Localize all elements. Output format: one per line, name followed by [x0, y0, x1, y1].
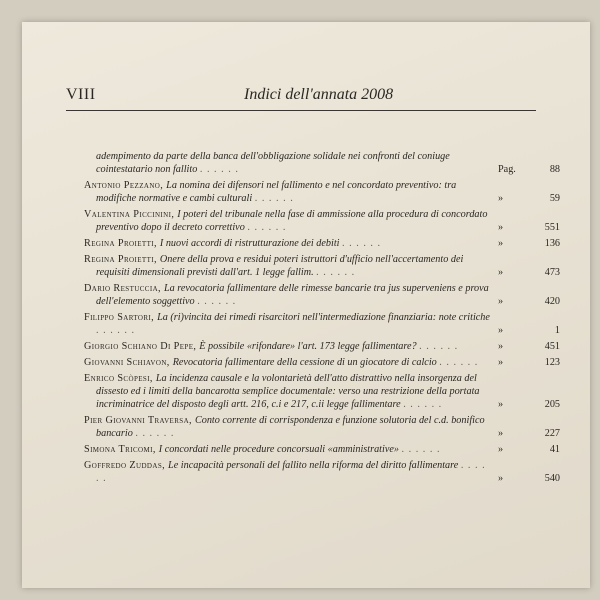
entry-page-number: 420 [544, 296, 560, 307]
entry-reference [494, 163, 560, 176]
entry-author: Valentina Piccinini, [84, 209, 178, 220]
entry-author: Enrico Scòpesi, [84, 373, 156, 384]
entry-page-number: 136 [544, 238, 560, 249]
entry-page-number: 59 [549, 193, 560, 204]
book-page [22, 22, 590, 588]
entry-page-number: 123 [544, 357, 560, 368]
entry-reference [494, 356, 560, 369]
leader-dots: . . . . . . [96, 460, 486, 484]
entry-author: Regina Proietti, [84, 254, 160, 265]
entry-title: È possibile «rifondare» l'art. 173 legge fallimentare? [199, 341, 417, 352]
leader-dots: . . . . . . [199, 164, 239, 175]
index-entry [84, 443, 560, 456]
entry-reference [494, 472, 560, 485]
entry-title: La (ri)vincita dei rimedi risarcitori nell'intermediazione finanziaria: note critiche [157, 312, 490, 323]
entry-title: La incidenza causale e la volontarietà dell'atto distrattivo nella insorgenza del dissesto ed i limiti della bancarotta semplice documentale: verso una restrizione della portata incriminatrice del disposto degli artt. 216, c.i e 217, c.ii legge fallimentare [96, 373, 480, 410]
entry-title: La nomina dei difensori nel fallimento e nel concordato preventivo: tra modifiche normative e cambi culturali [96, 180, 457, 204]
header-rule [66, 110, 536, 111]
entry-body [84, 311, 490, 337]
entry-body [84, 459, 490, 485]
entry-reference [494, 237, 560, 250]
entry-ref-label: » [498, 399, 504, 410]
leader-dots: . . . . . . [135, 428, 175, 439]
entry-author: Filippo Sartori, [84, 312, 158, 323]
running-head [66, 86, 536, 116]
entry-author: Giorgio Schiano Di Pepe, [84, 341, 200, 352]
entry-author: Simona Tricomi, [84, 444, 159, 455]
index-entries [84, 150, 560, 488]
entry-title: Conto corrente di corrispondenza e funzione solutoria del c.d. bonifico bancario [96, 415, 485, 439]
entry-body [84, 372, 490, 411]
entry-body [84, 237, 490, 250]
index-entry [84, 459, 560, 485]
entry-page-number: 551 [544, 222, 560, 233]
entry-ref-label: » [498, 193, 504, 204]
entry-ref-label: » [498, 267, 504, 278]
index-entry [84, 179, 560, 205]
entry-page-number: 88 [549, 164, 560, 175]
entry-title: I nuovi accordi di ristrutturazione dei debiti [159, 238, 340, 249]
entry-body [84, 414, 490, 440]
entry-ref-label: Pag. [498, 164, 516, 175]
leader-dots: . . . . . . [254, 193, 294, 204]
index-entry [84, 150, 560, 176]
entry-title: La revocatoria fallimentare delle rimesse bancarie tra jus superveniens e prova dell'elemento soggettivo [96, 283, 489, 307]
entry-page-number: 205 [544, 399, 560, 410]
entry-body [84, 179, 490, 205]
entry-reference [494, 221, 560, 234]
entry-title: Le incapacità personali del fallito nella riforma del diritto fallimentare [168, 460, 459, 471]
index-entry [84, 372, 560, 411]
entry-reference [494, 427, 560, 440]
entry-author: Pier Giovanni Traversa, [84, 415, 195, 426]
entry-ref-label: » [498, 325, 504, 336]
index-entry [84, 237, 560, 250]
entry-ref-label: » [498, 444, 504, 455]
entry-title: adempimento da parte della banca dell'obbligazione solidale nei confronti del coniuge cointestatario non fallito [96, 151, 450, 175]
index-entry [84, 311, 560, 337]
entry-author: Goffredo Zuddas, [84, 460, 169, 471]
entry-title: Revocatoria fallimentare della cessione di un giocatore di calcio [172, 357, 437, 368]
entry-reference [494, 324, 560, 337]
entry-ref-label: » [498, 428, 504, 439]
entry-body [84, 282, 490, 308]
entry-ref-label: » [498, 473, 504, 484]
entry-reference [494, 443, 560, 456]
index-entry [84, 356, 560, 369]
leader-dots: . . . . . . [342, 238, 382, 249]
leader-dots: . . . . . . [197, 296, 237, 307]
entry-reference [494, 266, 560, 279]
entry-body [84, 253, 490, 279]
entry-body [84, 208, 490, 234]
entry-reference [494, 295, 560, 308]
entry-page-number: 473 [544, 267, 560, 278]
index-entry [84, 253, 560, 279]
entry-author: Dario Restuccia, [84, 283, 164, 294]
leader-dots: . . . . . . [419, 341, 459, 352]
index-entry [84, 340, 560, 353]
entry-page-number: 451 [544, 341, 560, 352]
entry-reference [494, 398, 560, 411]
entry-page-number: 1 [554, 325, 560, 336]
leader-dots: . . . . . . [316, 267, 356, 278]
entry-title: Onere della prova e residui poteri istruttori d'ufficio nell'accertamento dei requisiti dimensionali previsti dall'art. 1 legge fallim. [96, 254, 464, 278]
leader-dots: . . . . . . [96, 325, 136, 336]
index-entry [84, 414, 560, 440]
entry-body [84, 340, 490, 353]
entry-body [84, 150, 490, 176]
leader-dots: . . . . . . [401, 444, 441, 455]
entry-author: Antonio Pezzano, [84, 180, 167, 191]
entry-page-number: 227 [544, 428, 560, 439]
leader-dots: . . . . . . [247, 222, 287, 233]
entry-title: I poteri del tribunale nella fase di ammissione alla procedura di concordato preventivo dopo il decreto correttivo [96, 209, 488, 233]
entry-body [84, 356, 490, 369]
entry-ref-label: » [498, 296, 504, 307]
entry-ref-label: » [498, 341, 504, 352]
index-entry [84, 282, 560, 308]
entry-page-number: 540 [544, 473, 560, 484]
entry-ref-label: » [498, 222, 504, 233]
index-title: Indici dell'annata 2008 [244, 86, 394, 103]
entry-reference [494, 192, 560, 205]
entry-page-number: 41 [549, 444, 560, 455]
entry-reference [494, 340, 560, 353]
leader-dots: . . . . . . [439, 357, 479, 368]
index-entry [84, 208, 560, 234]
entry-author: Giovanni Schiavon, [84, 357, 173, 368]
entry-author: Regina Proietti, [84, 238, 160, 249]
entry-body [84, 443, 490, 456]
entry-ref-label: » [498, 238, 504, 249]
leader-dots: . . . . . . [403, 399, 443, 410]
entry-title: I concordati nelle procedure concorsuali «amministrative» [158, 444, 399, 455]
page-number: VIII [66, 86, 96, 103]
entry-ref-label: » [498, 357, 504, 368]
